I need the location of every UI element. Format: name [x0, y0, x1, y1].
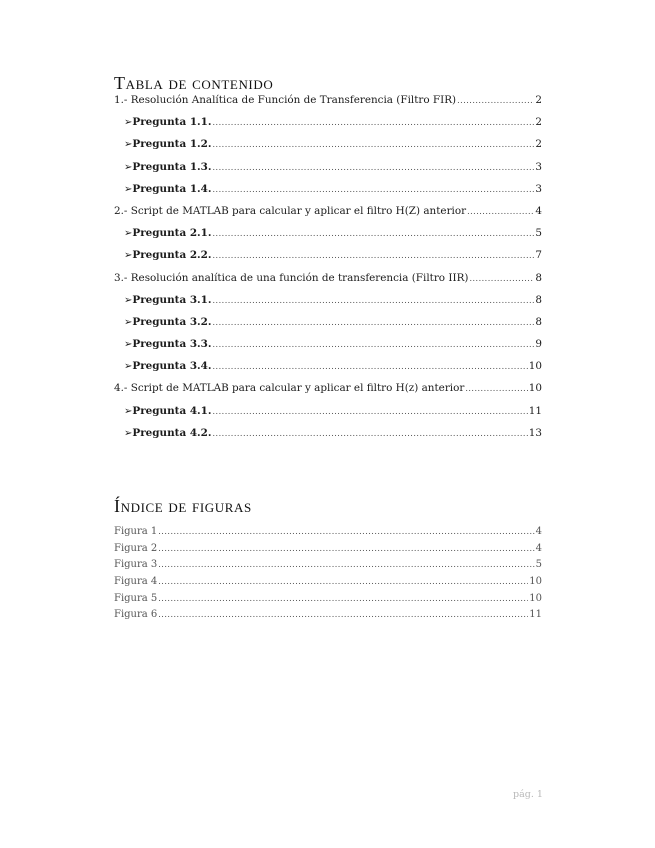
toc-page-number: 9 [535, 338, 542, 351]
toc-page-number: 5 [535, 227, 542, 240]
figure-entry-label: Figura 3 [114, 559, 158, 571]
table-of-contents [114, 94, 542, 449]
dot-leader [465, 384, 527, 393]
toc-section-entry[interactable] [114, 205, 542, 227]
toc-page-number: 2 [535, 116, 542, 129]
toc-entry-label: Pregunta 1.2. [132, 138, 212, 151]
toc-entry-label: Pregunta 1.3. [132, 160, 212, 173]
figure-index-entry[interactable] [114, 526, 542, 543]
figure-entry-label: Figura 2 [114, 542, 158, 554]
arrowhead-bullet-icon: ➢ [124, 228, 133, 240]
arrowhead-bullet-icon: ➢ [124, 183, 133, 195]
arrowhead-bullet-icon: ➢ [124, 316, 133, 328]
dot-leader [213, 318, 535, 327]
toc-subsection-entry[interactable] [114, 138, 542, 160]
dot-leader [213, 407, 528, 416]
toc-page-number: 13 [528, 426, 542, 439]
arrowhead-bullet-icon: ➢ [124, 117, 133, 129]
figure-index-entry[interactable] [114, 609, 542, 626]
figure-page-number: 10 [529, 592, 542, 604]
toc-entry-label: Pregunta 3.2. [132, 315, 212, 328]
toc-entry-label: Pregunta 3.4. [132, 360, 212, 373]
dot-leader [213, 296, 535, 305]
figure-entry-label: Figura 1 [114, 526, 158, 537]
toc-page-number: 8 [535, 315, 542, 328]
toc-section-entry[interactable] [114, 94, 542, 116]
figure-index-title: Índice de figuras [114, 496, 252, 516]
toc-subsection-entry[interactable] [114, 427, 542, 449]
arrowhead-bullet-icon: ➢ [124, 294, 133, 306]
toc-page-number: 3 [535, 182, 542, 195]
toc-entry-label: 1.- Resolución Analítica de Función de Transferencia (Filtro FIR) [114, 94, 457, 106]
toc-page-number: 11 [528, 404, 542, 417]
dot-leader [158, 527, 534, 536]
toc-page-number: 10 [528, 360, 542, 373]
dot-leader [213, 140, 535, 149]
figure-page-number: 10 [529, 576, 542, 588]
toc-subsection-entry[interactable] [114, 183, 542, 205]
toc-subsection-entry[interactable] [114, 405, 542, 427]
dot-leader [467, 207, 534, 216]
dot-leader [469, 274, 534, 283]
figure-index [114, 526, 542, 626]
figure-entry-label: Figura 6 [114, 609, 158, 621]
toc-subsection-entry[interactable] [114, 316, 542, 338]
figure-page-number: 5 [535, 559, 542, 571]
dot-leader [158, 577, 528, 586]
toc-page-number: 7 [535, 249, 542, 262]
figure-index-entry[interactable] [114, 559, 542, 576]
figure-entry-label: Figura 4 [114, 576, 158, 588]
toc-entry-label: Pregunta 2.2. [132, 249, 212, 262]
figure-page-number: 11 [529, 609, 542, 621]
arrowhead-bullet-icon: ➢ [124, 250, 133, 262]
figure-index-entry[interactable] [114, 576, 542, 593]
arrowhead-bullet-icon: ➢ [124, 139, 133, 151]
toc-subsection-entry[interactable] [114, 116, 542, 138]
toc-subsection-entry[interactable] [114, 360, 542, 382]
toc-section-entry[interactable] [114, 272, 542, 294]
arrowhead-bullet-icon: ➢ [124, 405, 133, 417]
figure-index-entry[interactable] [114, 543, 542, 560]
toc-page-number: 2 [535, 138, 542, 151]
page-number-footer: pág. 1 [513, 789, 543, 800]
dot-leader [158, 610, 528, 619]
toc-entry-label: Pregunta 3.3. [132, 338, 212, 351]
toc-page-number: 4 [535, 204, 542, 217]
toc-entry-label: Pregunta 4.2. [132, 426, 212, 439]
toc-page-number: 3 [535, 160, 542, 173]
arrowhead-bullet-icon: ➢ [124, 361, 133, 373]
toc-entry-label: 3.- Resolución analítica de una función de transferencia (Filtro IIR) [114, 271, 469, 284]
dot-leader [158, 594, 528, 603]
toc-entry-label: Pregunta 1.4. [132, 182, 212, 195]
dot-leader [213, 118, 535, 127]
toc-page-number: 8 [535, 271, 542, 284]
toc-entry-label: 2.- Script de MATLAB para calcular y aplicar el filtro H(Z) anterior [114, 204, 467, 217]
toc-title: Tabla de contenido [114, 73, 274, 93]
figure-page-number: 4 [535, 542, 542, 554]
toc-entry-label: Pregunta 1.1. [132, 116, 212, 129]
toc-page-number: 2 [535, 94, 542, 106]
toc-subsection-entry[interactable] [114, 294, 542, 316]
dot-leader [213, 185, 535, 194]
toc-entry-label: Pregunta 3.1. [132, 293, 212, 306]
dot-leader [213, 340, 535, 349]
toc-subsection-entry[interactable] [114, 161, 542, 183]
toc-entry-label: Pregunta 4.1. [132, 404, 212, 417]
arrowhead-bullet-icon: ➢ [124, 427, 133, 439]
toc-page-number: 8 [535, 293, 542, 306]
dot-leader [158, 560, 534, 569]
dot-leader [213, 251, 535, 260]
dot-leader [213, 362, 528, 371]
toc-subsection-entry[interactable] [114, 227, 542, 249]
arrowhead-bullet-icon: ➢ [124, 161, 133, 173]
toc-entry-label: 4.- Script de MATLAB para calcular y aplicar el filtro H(z) anterior [114, 382, 465, 395]
figure-index-entry[interactable] [114, 593, 542, 610]
toc-entry-label: Pregunta 2.1. [132, 227, 212, 240]
toc-subsection-entry[interactable] [114, 338, 542, 360]
toc-section-entry[interactable] [114, 382, 542, 404]
dot-leader [213, 163, 535, 172]
toc-subsection-entry[interactable] [114, 249, 542, 271]
figure-page-number: 4 [535, 526, 542, 537]
arrowhead-bullet-icon: ➢ [124, 339, 133, 351]
dot-leader [457, 96, 534, 105]
dot-leader [213, 229, 535, 238]
toc-page-number: 10 [528, 382, 542, 395]
dot-leader [213, 429, 528, 438]
figure-entry-label: Figura 5 [114, 592, 158, 604]
dot-leader [158, 544, 534, 553]
